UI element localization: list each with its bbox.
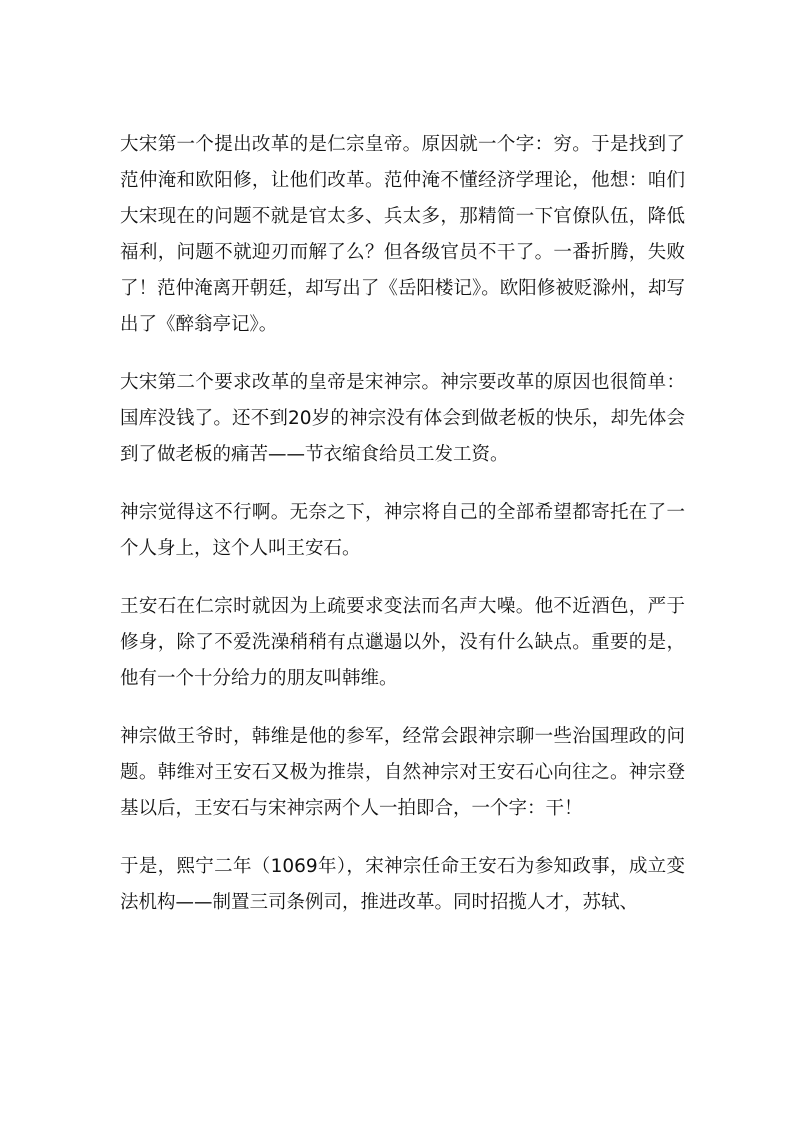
- paragraph-3: 神宗觉得这不行啊。无奈之下，神宗将自己的全部希望都寄托在了一个人身上，这个人叫王安石。: [120, 502, 685, 559]
- paragraph-2: 大宋第二个要求改革的皇帝是宋神宗。神宗要改革的原因也很简单：国库没钱了。还不到20岁的神宗没有体会到做老板的快乐，却先体会到了做老板的痛苦——节衣缩食给员工发工资。: [120, 372, 685, 465]
- paragraph-1: 大宋第一个提出改革的是仁宗皇帝。原因就一个字：穷。于是找到了范仲淹和欧阳修，让他们改革。范仲淹不懂经济学理论，他想：咱们大宋现在的问题不就是官太多、兵太多，那精简一下官僚队伍，降低福利，问题不就迎刃而解了么？但各级官员不干了。一番折腾，失败了！范仲淹离开朝廷，却写出了《岳阳楼记》。欧阳修被贬滁州，却写出了《醉翁亭记》。: [120, 134, 685, 335]
- paragraph-4: 王安石在仁宗时就因为上疏要求变法而名声大噪。他不近酒色，严于修身，除了不爱洗澡稍稍有点邋遢以外，没有什么缺点。重要的是，他有一个十分给力的朋友叫韩维。: [120, 596, 685, 689]
- paragraph-5: 神宗做王爷时，韩维是他的参军，经常会跟神宗聊一些治国理政的问题。韩维对王安石又极为推崇，自然神宗对王安石心向往之。神宗登基以后，王安石与宋神宗两个人一拍即合，一个字：干！: [120, 726, 685, 819]
- paragraph-6: 于是，熙宁二年（1069年），宋神宗任命王安石为参知政事，成立变法机构——制置三司条例司，推进改革。同时招揽人才，苏轼、: [120, 856, 685, 913]
- document-page: [120, 127, 685, 943]
